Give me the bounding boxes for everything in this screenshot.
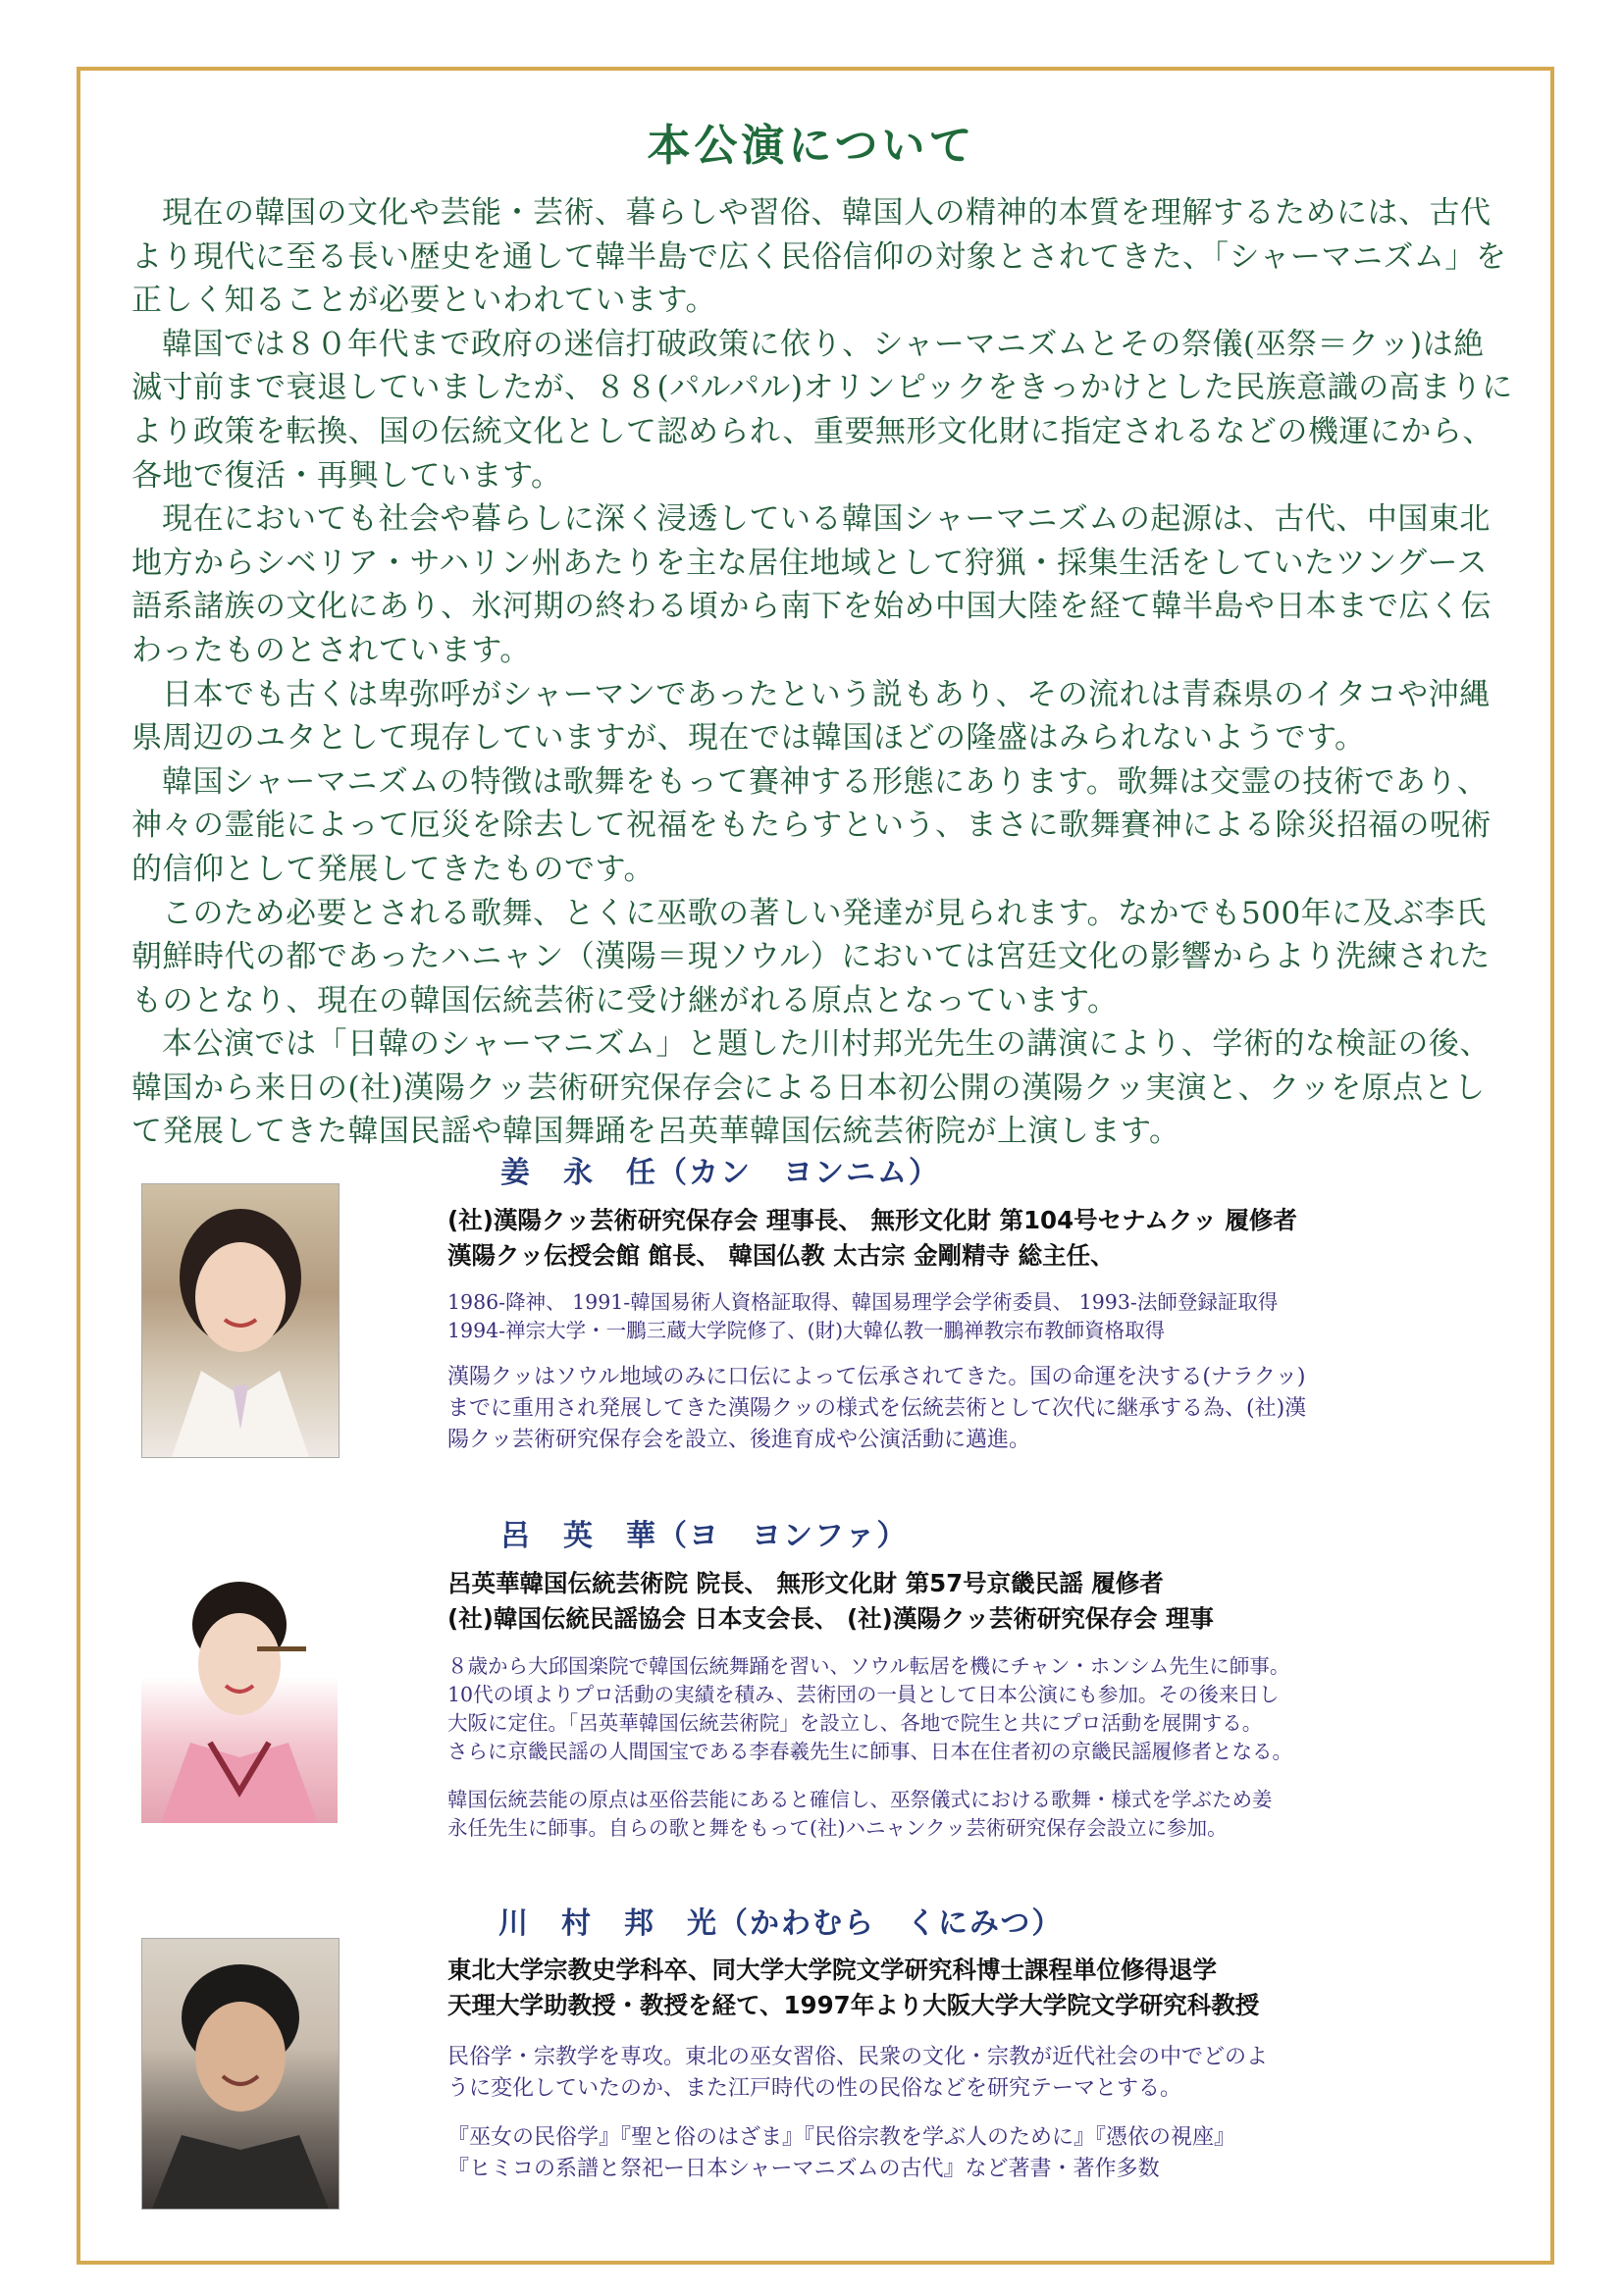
history-line: 民俗学・宗教学を専攻。東北の巫女習俗、民衆の文化・宗教が近代社会の中でどのよ xyxy=(447,2045,1269,2069)
credential-line: (社)漢陽クッ芸術研究保存会 理事長、 無形文化財 第104号セナムクッ 履修者 xyxy=(447,1206,1297,1234)
bio-name: 姜 永 任（カン ヨンニム） xyxy=(500,1156,940,1190)
bio-credentials xyxy=(447,1203,1297,1274)
history-line: 大阪に定住。「呂英華韓国伝統芸術院」を設立し、各地で院生と共にプロ活動を展開する。 xyxy=(447,1711,1263,1735)
bio-yeo xyxy=(98,1511,1541,1864)
history-line: さらに京畿民謡の人間国宝である李春羲先生に師事、日本在住者初の京畿民謡履修者となる。 xyxy=(447,1740,1292,1763)
history-line: ８歳から大邱国楽院で韓国伝統舞踊を習い、ソウル転居を機にチャン・ホンシム先生に師事。 xyxy=(447,1654,1290,1678)
description-line: までに重用され発展してきた漢陽クッの様式を伝統芸術として次代に継承する為、(社)漢 xyxy=(447,1396,1307,1421)
description-line: 韓国伝統芸能の原点は巫俗芸能にあると確信し、巫祭儀式における歌舞・様式を学ぶため姜 xyxy=(447,1788,1273,1811)
history-line: うに変化していたのか、また江戸時代の性の民俗などを研究テーマとする。 xyxy=(447,2076,1182,2101)
intro-paragraph: 日本でも古くは卑弥呼がシャーマンであったという説もあり、その流れは青森県のイタコや沖縄県周辺のユタとして現存していますが、現在では韓国ほどの隆盛はみられないようです。 xyxy=(131,676,1491,757)
intro-paragraph: 韓国では８０年代まで政府の迷信打破政策に依り、シャーマニズムとその祭儀(巫祭＝クッ)は絶滅寸前まで衰退していましたが、８８(パルパル)オリンピックをきっかけとした民族意識の高まりにより政策を転換、国の伝統文化として認められ、重要無形文化財に指定されるなどの機運にから、各地で復活・再興しています。 xyxy=(131,326,1513,494)
description-line: 永任先生に師事。自らの歌と舞をもって(社)ハニャンクッ芸術研究保存会設立に参加。 xyxy=(447,1816,1228,1840)
bio-name: 川 村 邦 光（かわむら くにみつ） xyxy=(498,1906,1064,1941)
portrait-photo xyxy=(141,1938,340,2210)
description-line: 陽クッ芸術研究保存会を設立、後進育成や公演活動に邁進。 xyxy=(447,1428,1031,1452)
credential-line: 東北大学宗教史学科卒、同大学大学院文学研究科博士課程単位修得退学 xyxy=(447,1956,1217,1984)
intro-text xyxy=(131,191,1515,1154)
intro-paragraph: 現在においても社会や暮らしに深く浸透している韓国シャーマニズムの起源は、古代、中国東北地方からシベリア・サハリン州あたりを主な居住地域として狩猟・採集生活をしていたツングース語系諸族の文化にあり、氷河期の終わる頃から南下を始め中国大陸を経て韓半島や日本まで広く伝わったものとされています。 xyxy=(131,501,1492,668)
description-line: 漢陽クッはソウル地域のみに口伝によって伝承されてきた。国の命運を決する(ナラクッ) xyxy=(447,1365,1306,1389)
intro-paragraph: 韓国シャーマニズムの特徴は歌舞をもって賽神する形態にあります。歌舞は交霊の技術であり、神々の霊能によって厄災を除去して祝福をもたらすという、まさに歌舞賽神による除災招福の呪術的信仰として発展してきたものです。 xyxy=(131,763,1492,887)
bio-history xyxy=(447,1652,1292,1766)
history-line: 10代の頃よりプロ活動の実績を積み、芸術団の一員として日本公演にも参加。その後来日し xyxy=(447,1683,1280,1706)
credential-line: (社)韓国伝統民謡協会 日本支会長、 (社)漢陽クッ芸術研究保存会 理事 xyxy=(447,1604,1214,1633)
intro-paragraph: 本公演では「日韓のシャーマニズム」と題した川村邦光先生の講演により、学術的な検証の後、韓国から来日の(社)漢陽クッ芸術研究保存会による日本初公開の漢陽クッ実演と、クッを原点として発展してきた韓国民謡や韓国舞踊を呂英華韓国伝統芸術院が上演します。 xyxy=(131,1026,1491,1150)
bio-name: 呂 英 華（ヨ ヨンファ） xyxy=(500,1519,909,1553)
intro-paragraph: このため必要とされる歌舞、とくに巫歌の著しい発達が見られます。なかでも500年に及ぶ李氏朝鮮時代の都であったハニャン（漢陽＝現ソウル）においては宮廷文化の影響からより洗練されたものとなり、現在の韓国伝統芸術に受け継がれる原点となっています。 xyxy=(131,895,1491,1018)
history-line: 1986-降神、 1991-韓国易術人資格証取得、韓国易理学会学術委員、 1993-法師登録証取得 xyxy=(447,1290,1279,1314)
portrait-photo xyxy=(141,1556,338,1823)
bio-credentials xyxy=(447,1953,1259,2023)
bio-history xyxy=(447,2042,1268,2105)
page-title: 本公演について xyxy=(647,121,976,171)
bio-description xyxy=(447,1786,1273,1843)
intro-paragraph: 現在の韓国の文化や芸能・芸術、暮らしや習俗、韓国人の精神的本質を理解するためには、古代より現代に至る長い歴史を通して韓半島で広く民俗信仰の対象とされてきた、「シャーマニズム」を正しく知ることが必要といわれています。 xyxy=(131,195,1507,319)
credential-line: 漢陽クッ伝授会館 館長、 韓国仏教 太古宗 金剛精寺 総主任、 xyxy=(447,1241,1115,1270)
credential-line: 天理大学助教授・教授を経て、1997年より大阪大学大学院文学研究科教授 xyxy=(447,1991,1260,2019)
bio-description xyxy=(447,2122,1235,2185)
bio-kawamura xyxy=(98,1899,1541,2213)
description-line: 『ヒミコの系譜と祭祀ー日本シャーマニズムの古代』など著書・著作多数 xyxy=(447,2157,1160,2181)
credential-line: 呂英華韓国伝統芸術院 院長、 無形文化財 第57号京畿民謡 履修者 xyxy=(447,1569,1164,1597)
bio-credentials xyxy=(447,1566,1214,1637)
bio-history xyxy=(447,1288,1278,1345)
bio-description xyxy=(447,1362,1306,1456)
description-line: 『巫女の民俗学』『聖と俗のはざま』『民俗宗教を学ぶ人のために』『憑依の視座』 xyxy=(447,2125,1236,2150)
portrait-photo xyxy=(141,1183,340,1458)
bio-kang xyxy=(98,1148,1541,1501)
history-line: 1994-禅宗大学・一鵬三蔵大学院修了、(財)大韓仏教一鵬禅教宗布教師資格取得 xyxy=(447,1319,1166,1342)
